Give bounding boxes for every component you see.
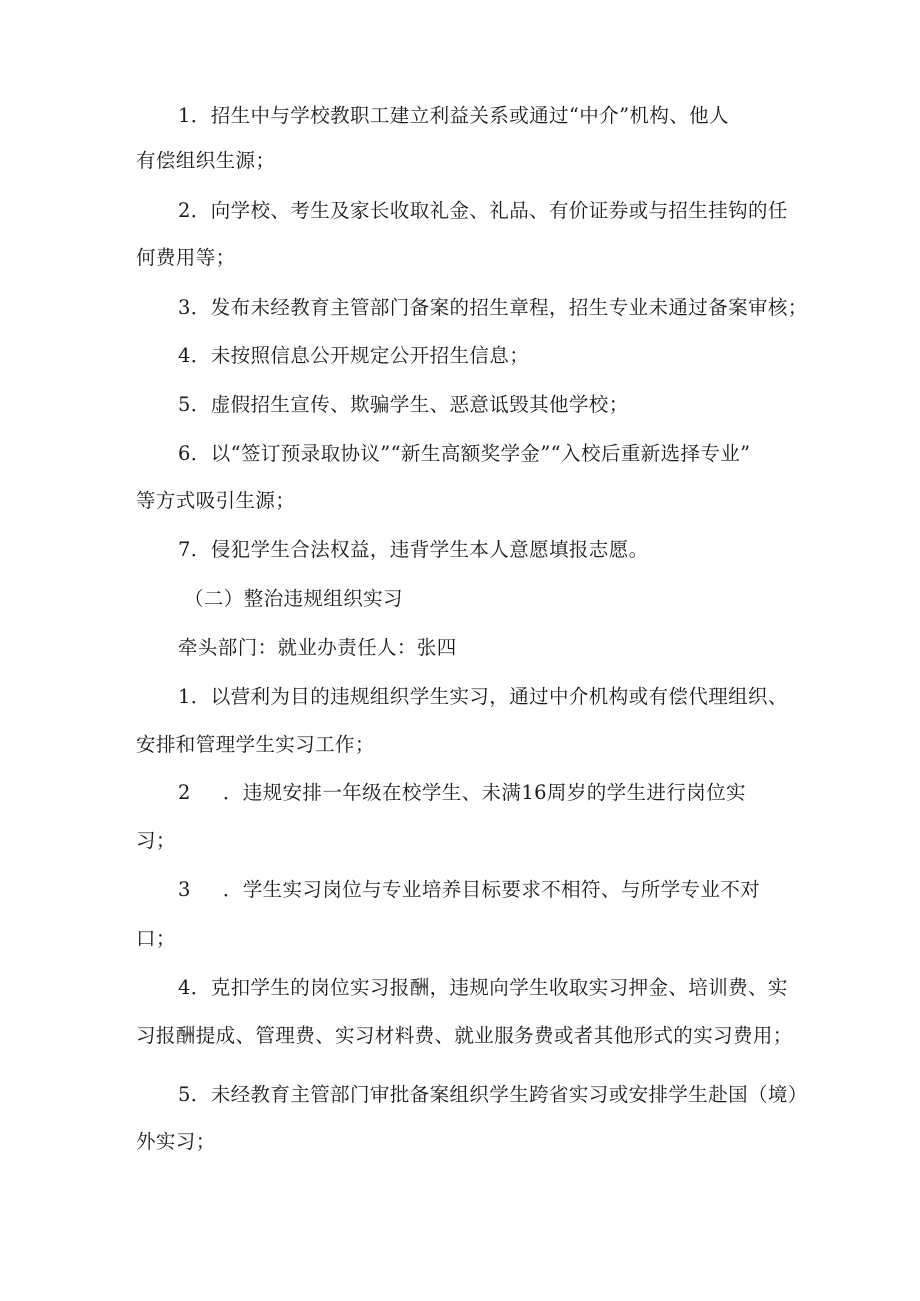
text-line: 习报酬提成、管理费、实习材料费、就业服务费或者其他形式的实习费用； <box>136 1024 793 1047</box>
text-line: 2．向学校、考生及家长收取礼金、礼品、有价证券或与招生挂钩的任 <box>178 199 788 222</box>
text-line: 有偿组织生源； <box>136 149 276 172</box>
text-line: 外实习； <box>136 1130 216 1153</box>
text-line: 何费用等； <box>136 246 236 269</box>
item-text: ．违规安排一年级在校学生、未满16周岁的学生进行岗位实 <box>222 781 746 804</box>
text-line: 4．未按照信息公开规定公开招生信息； <box>178 344 530 367</box>
item-text: ．学生实习岗位与专业培养目标要求不相符、与所学专业不对 <box>222 878 761 901</box>
text-line: 5．未经教育主管部门审批备案组织学生跨省实习或安排学生赴国（境） <box>178 1083 808 1106</box>
text-line: 习； <box>136 829 176 852</box>
text-line-item-2 <box>178 781 746 805</box>
text-line: 牵头部门：就业办责任人：张四 <box>178 636 457 659</box>
text-line: 7．侵犯学生合法权益，违背学生本人意愿填报志愿。 <box>178 538 649 561</box>
text-line: 1．招生中与学校教职工建立利益关系或通过“中介”机构、他人 <box>178 104 729 127</box>
item-number: 3 <box>178 878 191 901</box>
text-line: 口； <box>136 927 176 950</box>
text-line: 等方式吸引生源； <box>136 489 296 512</box>
text-line: 3．发布未经教育主管部门备案的招生章程，招生专业未通过备案审核； <box>178 296 808 319</box>
text-line-item-3 <box>178 878 760 902</box>
text-line: 1．以营利为目的违规组织学生实习，通过中介机构或有偿代理组织、 <box>178 685 788 708</box>
section-heading: （二）整治违规组织实习 <box>184 587 403 610</box>
text-line: 安排和管理学生实习工作； <box>136 733 375 756</box>
text-line: 6．以“签订预录取协议”“新生高额奖学金”“入校后重新选择专业” <box>178 442 751 465</box>
item-number: 2 <box>178 781 191 804</box>
text-line: 4．克扣学生的岗位实习报酬，违规向学生收取实习押金、培训费、实 <box>178 976 788 999</box>
text-line: 5．虚假招生宣传、欺骗学生、恶意诋毁其他学校； <box>178 393 629 416</box>
